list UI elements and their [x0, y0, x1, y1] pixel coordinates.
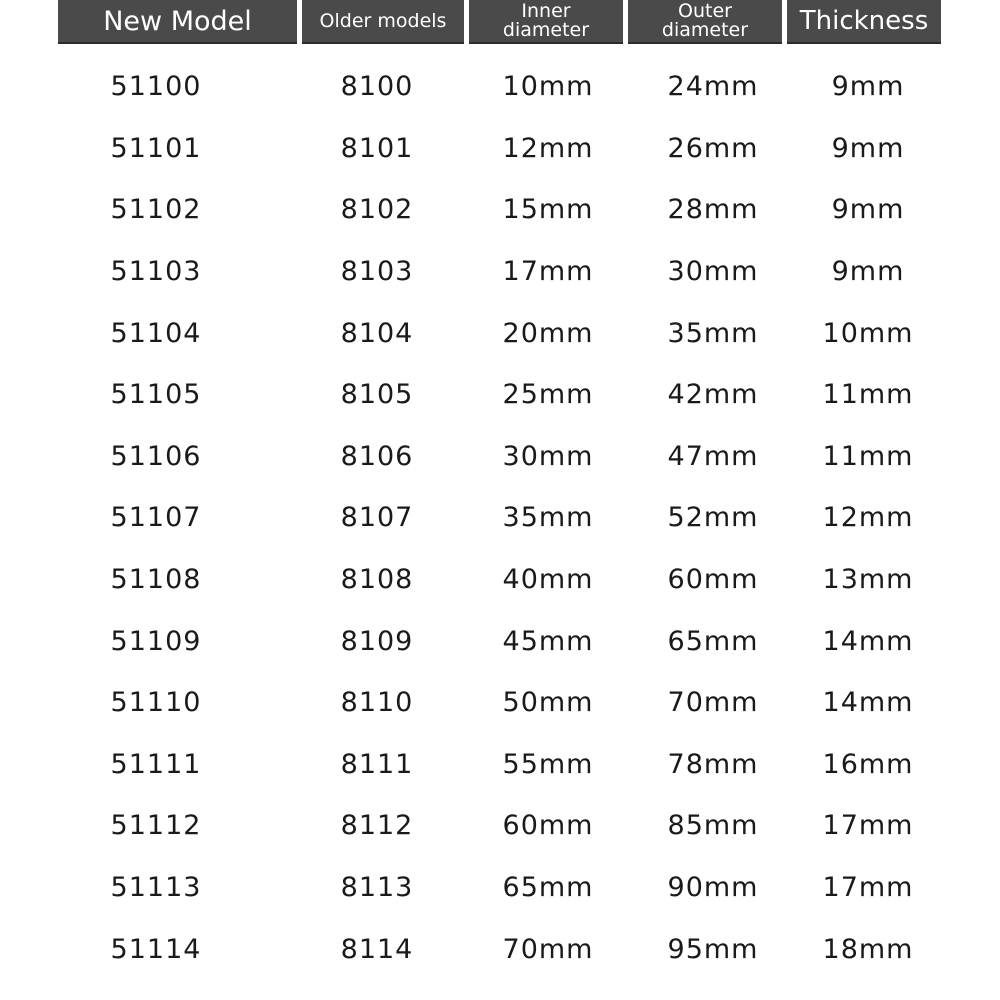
table-header [58, 0, 946, 44]
cell-inner-diameter: 45mm [502, 625, 594, 657]
cell-older-model: 8105 [340, 379, 414, 411]
cell-outer-diameter: 35mm [667, 317, 759, 349]
cell-inner-diameter: 50mm [502, 687, 594, 719]
cell-outer-diameter: 52mm [667, 502, 759, 534]
cell-new-model: 51105 [110, 379, 202, 411]
cell-outer-diameter: 95mm [667, 933, 759, 965]
cell-outer-diameter: 47mm [667, 440, 759, 472]
cell-older-model: 8101 [340, 132, 414, 164]
cell-inner-diameter: 40mm [502, 564, 594, 596]
table-row [58, 734, 946, 796]
table-row [58, 426, 946, 488]
cell-new-model: 51106 [110, 440, 202, 472]
cell-inner-diameter: 30mm [502, 440, 594, 472]
header-new-model [58, 0, 297, 44]
cell-thickness: 16mm [822, 748, 914, 780]
header-older-models [302, 0, 464, 44]
cell-new-model: 51112 [110, 810, 202, 842]
cell-older-model: 8111 [340, 748, 414, 780]
table-row [58, 241, 946, 303]
cell-inner-diameter: 65mm [502, 872, 594, 904]
cell-new-model: 51108 [110, 564, 202, 596]
cell-thickness: 18mm [822, 933, 914, 965]
cell-older-model: 8106 [340, 440, 414, 472]
table-row [58, 857, 946, 919]
table-row [58, 364, 946, 426]
cell-inner-diameter: 12mm [502, 132, 594, 164]
table-body [58, 56, 946, 980]
cell-older-model: 8104 [340, 317, 414, 349]
header-outer-diameter-line1: Outer [678, 0, 732, 22]
header-outer-diameter [628, 0, 782, 44]
cell-outer-diameter: 42mm [667, 379, 759, 411]
cell-outer-diameter: 70mm [667, 687, 759, 719]
cell-new-model: 51110 [110, 687, 202, 719]
cell-older-model: 8103 [340, 256, 414, 288]
header-inner-diameter-line2: diameter [502, 19, 590, 41]
cell-outer-diameter: 78mm [667, 748, 759, 780]
cell-thickness: 11mm [822, 440, 914, 472]
cell-new-model: 51101 [110, 132, 202, 164]
cell-outer-diameter: 60mm [667, 564, 759, 596]
cell-thickness: 17mm [822, 872, 914, 904]
table-row [58, 179, 946, 241]
header-thickness-label: Thickness [799, 6, 929, 36]
cell-new-model: 51107 [110, 502, 202, 534]
cell-inner-diameter: 20mm [502, 317, 594, 349]
cell-inner-diameter: 55mm [502, 748, 594, 780]
cell-outer-diameter: 28mm [667, 194, 759, 226]
cell-outer-diameter: 30mm [667, 256, 759, 288]
table-row [58, 56, 946, 118]
table-row [58, 795, 946, 857]
cell-inner-diameter: 15mm [502, 194, 594, 226]
cell-new-model: 51104 [110, 317, 202, 349]
cell-new-model: 51111 [110, 748, 202, 780]
table-row [58, 487, 946, 549]
cell-inner-diameter: 60mm [502, 810, 594, 842]
cell-new-model: 51114 [110, 933, 202, 965]
cell-thickness: 13mm [822, 564, 914, 596]
cell-outer-diameter: 65mm [667, 625, 759, 657]
cell-older-model: 8113 [340, 872, 414, 904]
cell-thickness: 9mm [831, 132, 905, 164]
header-older-models-label: Older models [319, 9, 447, 32]
table-row [58, 302, 946, 364]
cell-outer-diameter: 85mm [667, 810, 759, 842]
table-row [58, 918, 946, 980]
cell-inner-diameter: 70mm [502, 933, 594, 965]
cell-new-model: 51102 [110, 194, 202, 226]
header-inner-diameter [469, 0, 623, 44]
cell-older-model: 8108 [340, 564, 414, 596]
cell-new-model: 51113 [110, 872, 202, 904]
table-row [58, 672, 946, 734]
cell-older-model: 8109 [340, 625, 414, 657]
cell-outer-diameter: 24mm [667, 71, 759, 103]
header-thickness [787, 0, 941, 44]
cell-thickness: 14mm [822, 687, 914, 719]
table-row [58, 118, 946, 180]
cell-older-model: 8107 [340, 502, 414, 534]
cell-thickness: 11mm [822, 379, 914, 411]
cell-inner-diameter: 35mm [502, 502, 594, 534]
cell-thickness: 9mm [831, 71, 905, 103]
cell-new-model: 51103 [110, 256, 202, 288]
cell-thickness: 9mm [831, 256, 905, 288]
table-row [58, 610, 946, 672]
cell-outer-diameter: 90mm [667, 872, 759, 904]
cell-older-model: 8112 [340, 810, 414, 842]
cell-inner-diameter: 10mm [502, 71, 594, 103]
cell-thickness: 12mm [822, 502, 914, 534]
cell-older-model: 8114 [340, 933, 414, 965]
cell-thickness: 14mm [822, 625, 914, 657]
cell-older-model: 8110 [340, 687, 414, 719]
cell-inner-diameter: 17mm [502, 256, 594, 288]
cell-new-model: 51109 [110, 625, 202, 657]
cell-inner-diameter: 25mm [502, 379, 594, 411]
cell-outer-diameter: 26mm [667, 132, 759, 164]
header-new-model-label: New Model [103, 5, 252, 37]
cell-older-model: 8102 [340, 194, 414, 226]
table-row [58, 549, 946, 611]
header-inner-diameter-line1: Inner [521, 0, 571, 22]
cell-thickness: 10mm [822, 317, 914, 349]
cell-new-model: 51100 [110, 71, 202, 103]
cell-older-model: 8100 [340, 71, 414, 103]
cell-thickness: 17mm [822, 810, 914, 842]
spec-table [58, 0, 946, 965]
header-outer-diameter-line2: diameter [661, 19, 749, 41]
cell-thickness: 9mm [831, 194, 905, 226]
